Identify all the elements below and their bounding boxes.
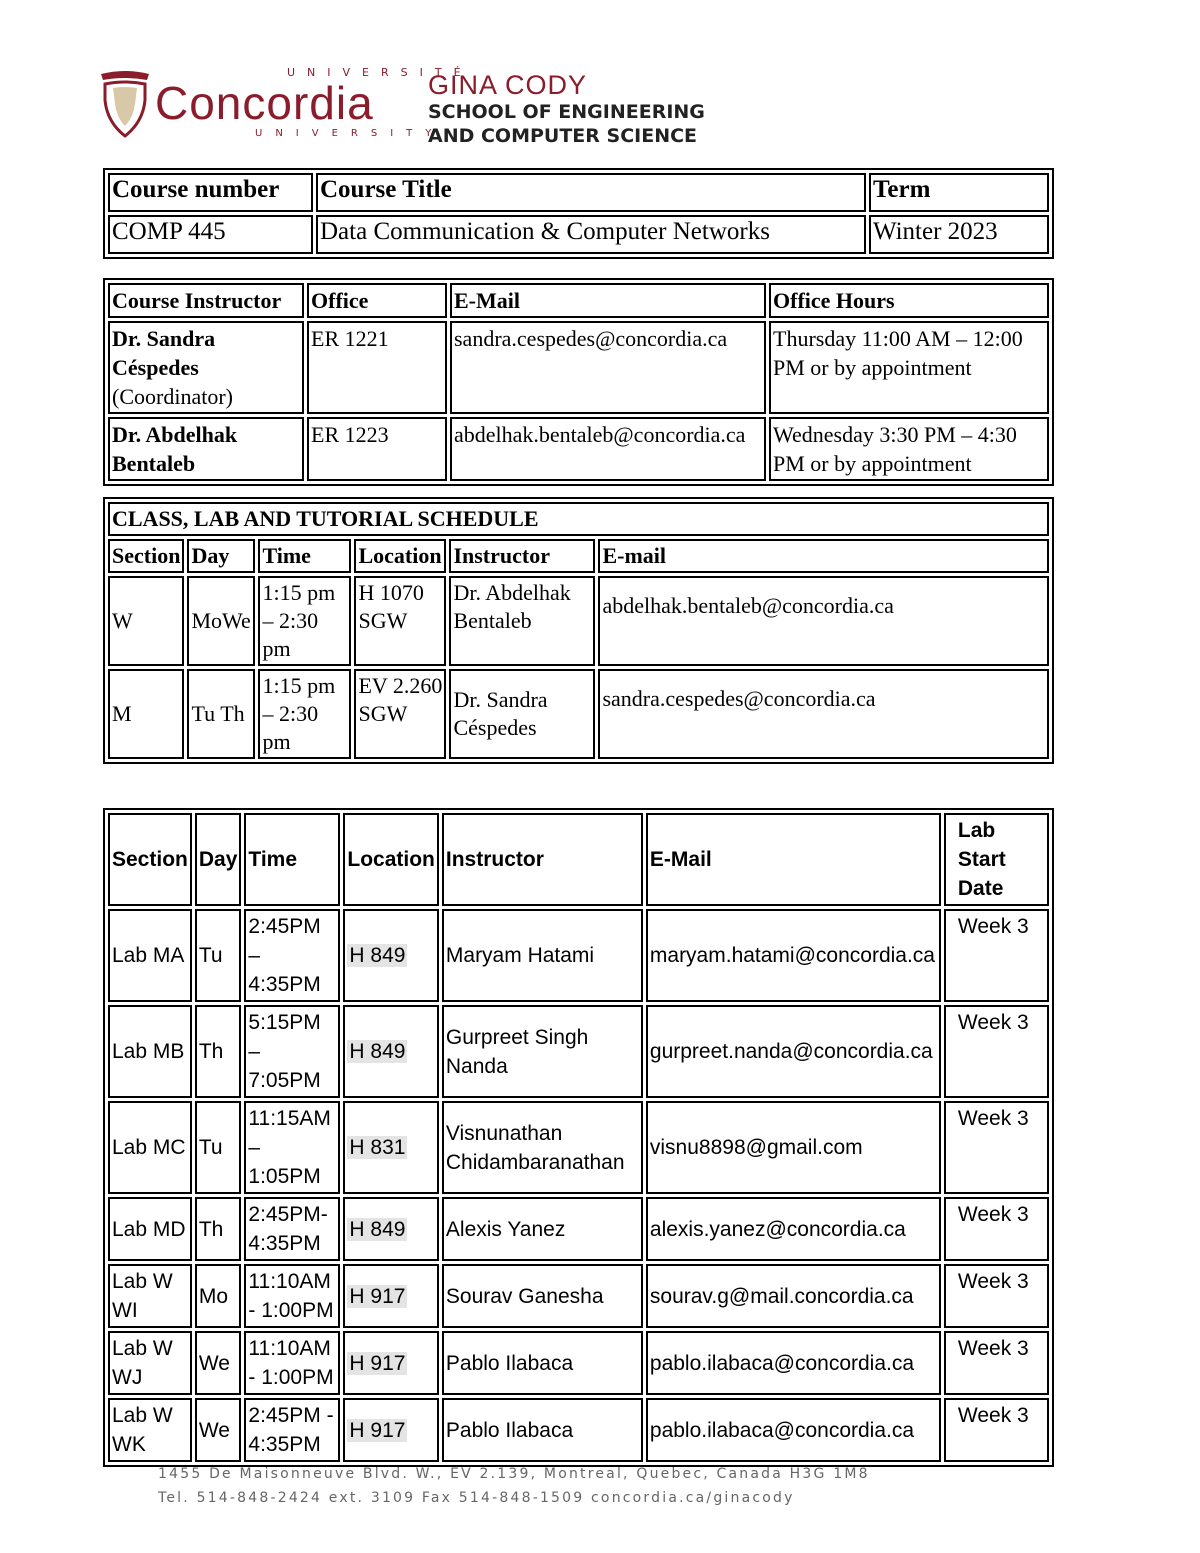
course-term: Winter 2023: [869, 215, 1049, 254]
header-section: Section: [108, 813, 192, 906]
header-email: E-Mail: [450, 283, 766, 318]
table-row: [108, 669, 1049, 759]
lab-location: H 917: [349, 1418, 406, 1442]
lab-day: Th: [198, 1040, 224, 1063]
instructor-table: [103, 278, 1054, 486]
lab-time: 11:10AM - 1:00PM: [248, 1270, 334, 1322]
lab-instructor: Maryam Hatami: [445, 944, 595, 967]
instructor-name: Dr. Sandra Céspedes: [112, 326, 216, 380]
lab-email[interactable]: pablo.ilabaca@concordia.ca: [649, 1418, 915, 1442]
instructor-office-hours: Wednesday 3:30 PM – 4:30 PM or by appointment: [769, 417, 1049, 481]
lab-start-date-cell: [944, 1398, 1049, 1462]
lab-start-date-cell: [944, 1264, 1049, 1328]
header-day: Day: [187, 539, 255, 573]
table-row: [108, 1101, 1049, 1194]
lab-time-cell: [244, 1101, 340, 1194]
lab-day-cell: [195, 1197, 242, 1261]
lab-location-cell: [343, 909, 439, 1002]
lab-time-cell: [244, 1005, 340, 1098]
lab-location: H 917: [349, 1351, 406, 1375]
logo-bottom-text: UNIVERSITY: [255, 128, 445, 139]
lab-day: Tu: [198, 1136, 223, 1159]
lab-section-cell: [108, 1398, 192, 1462]
header-instructor: Instructor: [449, 539, 595, 573]
lab-start-date: Week 3: [957, 1337, 1029, 1360]
footer-contact: Tel. 514-848-2424 ext. 3109 Fax 514-848-1509 concordia.ca/ginacody: [158, 1490, 795, 1506]
lab-start-date: Week 3: [957, 1404, 1029, 1427]
lab-email[interactable]: pablo.ilabaca@concordia.ca: [649, 1351, 915, 1375]
header-location: Location: [354, 539, 446, 573]
lab-day-cell: [195, 1101, 242, 1194]
class-time: 1:15 pm – 2:30 pm: [258, 669, 351, 759]
header-course-instructor: Course Instructor: [108, 283, 304, 318]
table-row: [108, 576, 1049, 666]
lab-location: H 831: [349, 1136, 406, 1159]
lab-location-cell: [343, 1005, 439, 1098]
table-header-row: [108, 813, 1049, 906]
lab-email-cell: [646, 1331, 941, 1395]
school-line-1: SCHOOL OF ENGINEERING: [428, 101, 705, 123]
lab-section-cell: [108, 1005, 192, 1098]
lab-section: Lab W WK: [112, 1404, 173, 1456]
table-row: [108, 321, 1049, 414]
instructor-cell: [108, 417, 304, 481]
lab-section: Lab W WI: [112, 1270, 173, 1322]
lab-time-cell: [244, 1264, 340, 1328]
logo-top-text: UNIVERSITÉ: [287, 66, 473, 79]
header-time: Time: [258, 539, 351, 573]
lab-instructor-cell: [442, 1005, 643, 1098]
lab-location: H 849: [349, 944, 406, 967]
lab-section: Lab W WJ: [112, 1337, 173, 1389]
table-row: [108, 1197, 1049, 1261]
lab-time-cell: [244, 1398, 340, 1462]
instructor-office: ER 1221: [307, 321, 447, 414]
header-term: Term: [869, 173, 1049, 212]
lab-day: Th: [198, 1217, 224, 1241]
table-header-row: [108, 539, 1049, 573]
lab-time-cell: [244, 909, 340, 1002]
lab-instructor: Sourav Ganesha: [445, 1284, 604, 1308]
header-course-title: Course Title: [316, 173, 866, 212]
class-location: EV 2.260 SGW: [354, 669, 446, 759]
header-day: Day: [195, 813, 242, 906]
lab-email-cell: [646, 909, 941, 1002]
schedule-title-row: [108, 502, 1049, 536]
course-number: COMP 445: [108, 215, 313, 254]
lab-start-date: Week 3: [957, 1203, 1029, 1226]
lab-start-date-cell: [944, 1005, 1049, 1098]
lab-start-date: Week 3: [957, 1011, 1029, 1034]
instructor-email[interactable]: sandra.cespedes@concordia.ca: [450, 321, 766, 414]
schedule-title: CLASS, LAB AND TUTORIAL SCHEDULE: [108, 502, 1049, 536]
class-location: H 1070 SGW: [354, 576, 446, 666]
table-row: [108, 1331, 1049, 1395]
lab-day: We: [198, 1418, 230, 1442]
instructor-office-hours: Thursday 11:00 AM – 12:00 PM or by appointment: [769, 321, 1049, 414]
lab-section: Lab MA: [112, 944, 185, 967]
lab-time: 5:15PM – 7:05PM: [248, 1011, 321, 1092]
lab-section-cell: [108, 1331, 192, 1395]
header-time: Time: [244, 813, 340, 906]
lab-day-cell: [195, 1331, 242, 1395]
lab-day-cell: [195, 909, 242, 1002]
header-email: E-mail: [598, 539, 1049, 573]
header-section: Section: [108, 539, 184, 573]
lab-start-date-cell: [944, 1101, 1049, 1194]
lab-section-cell: [108, 1264, 192, 1328]
lab-email[interactable]: maryam.hatami@concordia.ca: [649, 944, 935, 967]
table-header-row: [108, 283, 1049, 318]
lab-instructor-cell: [442, 1331, 643, 1395]
lab-start-date: Week 3: [957, 915, 1029, 938]
table-header-row: [108, 173, 1049, 212]
lab-instructor: Visnunathan Chidambaranathan: [445, 1121, 625, 1174]
lab-day-cell: [195, 1398, 242, 1462]
class-schedule-table: [103, 497, 1054, 764]
school-line-2: AND COMPUTER SCIENCE: [428, 125, 698, 147]
lab-section: Lab MD: [112, 1217, 186, 1241]
class-instructor: Dr. Sandra Céspedes: [449, 669, 595, 759]
lab-location-cell: [343, 1264, 439, 1328]
school-heading: [428, 70, 728, 148]
lab-instructor-cell: [442, 1197, 643, 1261]
lab-location-cell: [343, 1101, 439, 1194]
lab-time: 2:45PM - 4:35PM: [248, 1404, 334, 1456]
lab-day: Tu: [198, 944, 223, 967]
header-location: Location: [343, 813, 439, 906]
lab-location: H 917: [349, 1284, 406, 1308]
instructor-office: ER 1223: [307, 417, 447, 481]
lab-time-cell: [244, 1331, 340, 1395]
lab-instructor-cell: [442, 1398, 643, 1462]
lab-start-date-cell: [944, 1331, 1049, 1395]
lab-email[interactable]: gurpreet.nanda@concordia.ca: [649, 1040, 933, 1063]
lab-section-cell: [108, 909, 192, 1002]
concordia-logo: [95, 62, 473, 154]
class-day: MoWe: [187, 576, 255, 666]
instructor-email[interactable]: abdelhak.bentaleb@concordia.ca: [450, 417, 766, 481]
lab-location: H 849: [349, 1217, 406, 1241]
lab-time-cell: [244, 1197, 340, 1261]
lab-email-cell: [646, 1264, 941, 1328]
instructor-role: (Coordinator): [112, 384, 233, 409]
lab-location-cell: [343, 1331, 439, 1395]
header-course-number: Course number: [108, 173, 313, 212]
lab-instructor-cell: [442, 1264, 643, 1328]
footer: [158, 1462, 870, 1510]
lab-start-date: Week 3: [957, 1107, 1029, 1130]
lab-instructor: Pablo Ilabaca: [445, 1418, 574, 1442]
table-row: [108, 1398, 1049, 1462]
lab-start-date: Week 3: [957, 1270, 1029, 1293]
lab-rows: [108, 909, 1049, 1462]
lab-day: Mo: [198, 1284, 229, 1308]
class-section: M: [108, 669, 184, 759]
lab-instructor: Gurpreet Singh Nanda: [445, 1025, 589, 1078]
header-email: E-Mail: [646, 813, 941, 906]
lab-email-cell: [646, 1101, 941, 1194]
lab-section-cell: [108, 1197, 192, 1261]
lab-instructor-cell: [442, 909, 643, 1002]
class-instructor: Dr. Abdelhak Bentaleb: [449, 576, 595, 666]
lab-section: Lab MB: [112, 1040, 185, 1063]
lab-email[interactable]: sourav.g@mail.concordia.ca: [649, 1284, 914, 1308]
lab-email-cell: [646, 1398, 941, 1462]
instructor-name: Dr. Abdelhak Bentaleb: [112, 422, 238, 476]
class-day: Tu Th: [187, 669, 255, 759]
lab-day: We: [198, 1351, 230, 1375]
table-row: [108, 1264, 1049, 1328]
lab-time: 2:45PM – 4:35PM: [248, 915, 321, 996]
lab-instructor-cell: [442, 1101, 643, 1194]
lab-time: 11:15AM – 1:05PM: [248, 1107, 331, 1188]
lab-day-cell: [195, 1005, 242, 1098]
lab-section: Lab MC: [112, 1136, 186, 1159]
lab-instructor: Pablo Ilabaca: [445, 1351, 574, 1375]
school-name: GINA CODY: [428, 70, 588, 100]
class-section: W: [108, 576, 184, 666]
header-instructor: Instructor: [442, 813, 643, 906]
lab-time: 11:10AM - 1:00PM: [248, 1337, 334, 1389]
concordia-shield-icon: [99, 70, 151, 138]
table-row: [108, 215, 1049, 254]
lab-day-cell: [195, 1264, 242, 1328]
lab-email-cell: [646, 1005, 941, 1098]
lab-email-cell: [646, 1197, 941, 1261]
course-info-table: [103, 168, 1054, 259]
lab-email[interactable]: alexis.yanez@concordia.ca: [649, 1217, 906, 1241]
table-row: [108, 1005, 1049, 1098]
header-lab-start-date: Lab Start Date: [944, 813, 1049, 906]
lab-location-cell: [343, 1398, 439, 1462]
class-time: 1:15 pm – 2:30 pm: [258, 576, 351, 666]
header-office-hours: Office Hours: [769, 283, 1049, 318]
logo-wordmark: Concordia: [155, 77, 374, 129]
lab-instructor: Alexis Yanez: [445, 1217, 566, 1241]
instructor-cell: [108, 321, 304, 414]
lab-schedule-table: [103, 808, 1054, 1467]
lab-location: H 849: [349, 1040, 406, 1063]
table-row: [108, 417, 1049, 481]
lab-time: 2:45PM- 4:35PM: [248, 1203, 328, 1255]
class-email[interactable]: sandra.cespedes@concordia.ca: [598, 669, 1049, 759]
class-email[interactable]: abdelhak.bentaleb@concordia.ca: [598, 576, 1049, 666]
lab-email[interactable]: visnu8898@gmail.com: [649, 1136, 863, 1159]
lab-start-date-cell: [944, 909, 1049, 1002]
header-office: Office: [307, 283, 447, 318]
table-row: [108, 909, 1049, 1002]
footer-address: 1455 De Maisonneuve Blvd. W., EV 2.139, Montreal, Quebec, Canada H3G 1M8: [158, 1466, 870, 1482]
lab-location-cell: [343, 1197, 439, 1261]
lab-section-cell: [108, 1101, 192, 1194]
lab-start-date-cell: [944, 1197, 1049, 1261]
course-title: Data Communication & Computer Networks: [316, 215, 866, 254]
